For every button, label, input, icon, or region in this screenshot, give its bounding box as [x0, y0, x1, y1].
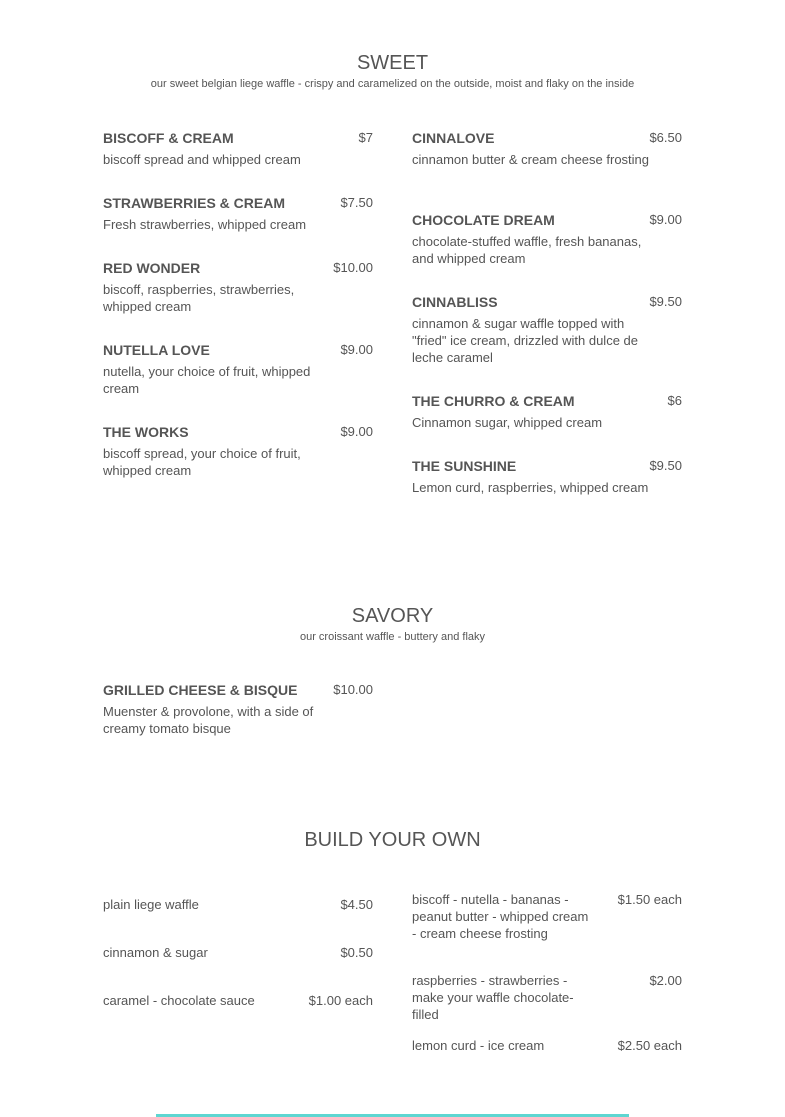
- option-name: cinnamon & sugar: [103, 945, 208, 960]
- item-price: $6: [667, 393, 682, 408]
- menu-item: [103, 259, 373, 341]
- savory-section-header: [0, 604, 785, 644]
- item-name: CINNABLISS: [412, 294, 498, 310]
- menu-item: [103, 341, 373, 423]
- item-price: $10.00: [333, 260, 373, 275]
- item-name: THE CHURRO & CREAM: [412, 393, 575, 409]
- menu-item: [412, 457, 682, 539]
- item-description: biscoff spread and whipped cream: [103, 152, 301, 167]
- option-price: $0.50: [340, 945, 373, 960]
- option-item: [103, 896, 373, 944]
- section-subtitle-savory: our croissant waffle - buttery and flaky: [299, 631, 486, 643]
- option-item: [412, 1037, 682, 1085]
- option-item: [103, 944, 373, 992]
- menu-item: [412, 293, 682, 392]
- section-title-sweet: SWEET: [356, 52, 429, 74]
- item-description: nutella, your choice of fruit, whipped cream: [103, 364, 311, 396]
- item-price: $10.00: [333, 682, 373, 697]
- build-right-column: [412, 891, 682, 1085]
- item-price: $9.50: [649, 294, 682, 309]
- item-name: CHOCOLATE DREAM: [412, 212, 555, 228]
- option-name: caramel - chocolate sauce: [103, 993, 255, 1008]
- option-price: $1.00 each: [308, 993, 373, 1008]
- build-section-header: [0, 828, 785, 852]
- sweet-left-column: [103, 129, 373, 505]
- section-title-savory: SAVORY: [351, 605, 434, 627]
- option-name: lemon curd - ice cream: [412, 1038, 545, 1053]
- savory-column: [103, 681, 373, 737]
- option-price: $2.00: [649, 973, 682, 988]
- menu-item: [103, 423, 373, 505]
- option-name: plain liege waffle: [103, 897, 199, 912]
- section-subtitle-sweet: our sweet belgian liege waffle - crispy and caramelized on the outside, moist and flaky on the inside: [150, 78, 635, 90]
- item-price: $7: [358, 130, 373, 145]
- sweet-section-header: [0, 51, 785, 91]
- item-name: THE WORKS: [103, 424, 189, 440]
- item-price: $9.50: [649, 458, 682, 473]
- item-description: Fresh strawberries, whipped cream: [103, 217, 307, 232]
- menu-item: [103, 681, 373, 737]
- item-description: chocolate-stuffed waffle, fresh bananas, and whipped cream: [412, 234, 642, 266]
- item-name: BISCOFF & CREAM: [103, 130, 234, 146]
- build-left-column: [103, 896, 373, 1040]
- item-description: Lemon curd, raspberries, whipped cream: [412, 480, 649, 495]
- item-price: $6.50: [649, 130, 682, 145]
- option-price: $2.50 each: [617, 1038, 682, 1053]
- menu-item: [412, 129, 682, 211]
- option-name: raspberries - strawberries - make your waffle chocolate-filled: [412, 973, 574, 1022]
- menu-item: [103, 129, 373, 194]
- item-description: Muenster & provolone, with a side of creamy tomato bisque: [103, 704, 314, 736]
- item-description: cinnamon & sugar waffle topped with "fried" ice cream, drizzled with dulce de leche caramel: [412, 316, 638, 365]
- item-description: biscoff, raspberries, strawberries, whipped cream: [103, 282, 295, 314]
- menu-item: [412, 211, 682, 293]
- menu-item: [412, 392, 682, 457]
- item-name: THE SUNSHINE: [412, 458, 517, 474]
- item-name: GRILLED CHEESE & BISQUE: [103, 682, 298, 698]
- option-price: $1.50 each: [617, 892, 682, 907]
- item-description: cinnamon butter & cream cheese frosting: [412, 152, 650, 167]
- option-item: [103, 992, 373, 1040]
- option-name: biscoff - nutella - bananas - peanut butter - whipped cream - cream cheese frosting: [412, 892, 589, 941]
- option-price: $4.50: [340, 897, 373, 912]
- item-price: $7.50: [340, 195, 373, 210]
- menu-item: [103, 194, 373, 259]
- item-name: RED WONDER: [103, 260, 201, 276]
- item-name: CINNALOVE: [412, 130, 495, 146]
- item-price: $9.00: [649, 212, 682, 227]
- item-name: NUTELLA LOVE: [103, 342, 210, 358]
- item-price: $9.00: [340, 424, 373, 439]
- option-item: [412, 891, 682, 972]
- item-price: $9.00: [340, 342, 373, 357]
- section-title-build: BUILD YOUR OWN: [304, 829, 481, 851]
- option-item: [412, 972, 682, 1037]
- item-description: biscoff spread, your choice of fruit, whipped cream: [103, 446, 301, 478]
- sweet-right-column: [412, 129, 682, 539]
- item-name: STRAWBERRIES & CREAM: [103, 195, 286, 211]
- item-description: Cinnamon sugar, whipped cream: [412, 415, 603, 430]
